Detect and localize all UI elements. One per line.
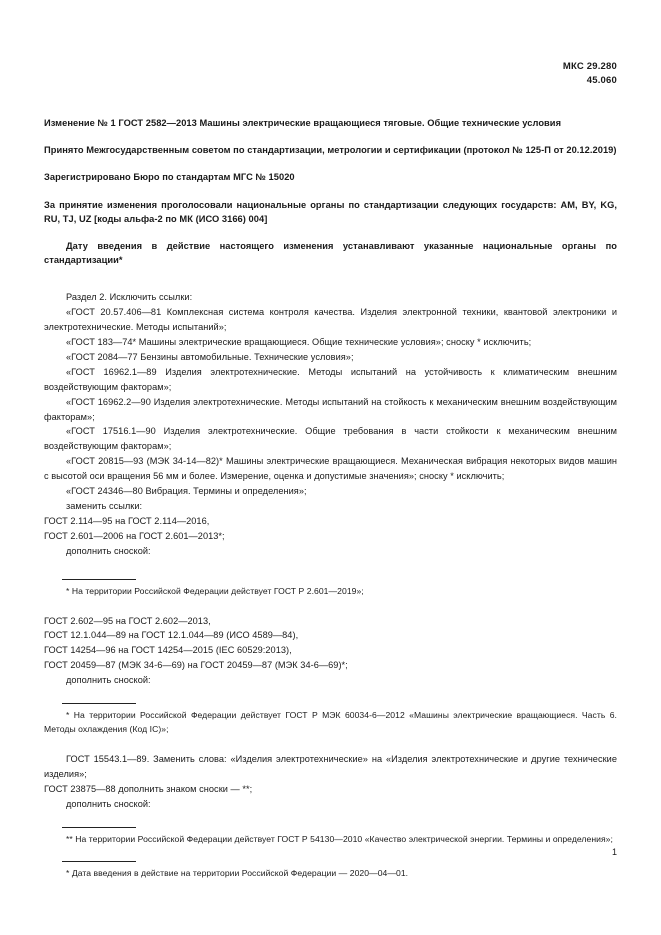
add-footnote-lead: дополнить сноской: bbox=[66, 675, 151, 686]
page-number: 1 bbox=[611, 847, 617, 857]
footnote-text: ** На территории Российской Федерации действует ГОСТ Р 54130—2010 «Качество электрической энергии. Термины и определения»; bbox=[66, 833, 613, 844]
replacement-item: ГОСТ 2.601—2006 на ГОСТ 2.601—2013*; bbox=[44, 530, 225, 541]
voting-states-statement: За принятие изменения проголосовали национальные органы по стандартизации следующих государств: AM, BY, KG, RU, TJ, UZ [коды альфа-2 по МК (ИСО 3166) 004] bbox=[44, 199, 617, 225]
footnote-separator bbox=[62, 579, 136, 580]
reference-item: «ГОСТ 2084—77 Бензины автомобильные. Технические условия»; bbox=[66, 351, 354, 362]
footnote-block-2 bbox=[44, 703, 617, 737]
replace-lead: заменить ссылки: bbox=[66, 501, 143, 511]
registration-statement: Зарегистрировано Бюро по стандартам МГС № 15020 bbox=[44, 172, 295, 183]
footnote-text: * На территории Российской Федерации действует ГОСТ Р 2.601—2019»; bbox=[66, 585, 364, 596]
replacement-item: ГОСТ 2.602—95 на ГОСТ 2.602—2013, bbox=[44, 615, 211, 626]
adoption-statement: Принято Межгосударственным советом по стандартизации, метрологии и сертификации (протокол № 125-П от 20.12.2019) bbox=[44, 144, 617, 155]
footnote-separator bbox=[62, 703, 136, 704]
footnote-block-3 bbox=[44, 827, 617, 847]
reference-item: «ГОСТ 183—74* Машины электрические вращающиеся. Общие технические условия»; сноску * исключить; bbox=[66, 337, 532, 348]
reference-item: «ГОСТ 20815—93 (МЭК 34-14—82)* Машины электрические вращающиеся. Механическая вибрация некоторых видов машин с высотой оси вращения 56 мм и более. Измерение, оценка и допустимые значения»; сноску * исключить; bbox=[44, 456, 617, 482]
tail-line: ГОСТ 23875—88 дополнить знаком сноски — **; bbox=[44, 783, 253, 794]
footnote-text: * Дата введения в действие на территории Российской Федерации — 2020—04—01. bbox=[66, 868, 409, 879]
mks-code-line-1: МКС 29.280 bbox=[562, 61, 617, 72]
mks-code-line-2: 45.060 bbox=[586, 74, 617, 86]
reference-item: «ГОСТ 16962.2—90 Изделия электротехнические. Методы испытаний на стойкость к механическим внешним воздействующим факторам»; bbox=[44, 396, 617, 422]
replacement-item: ГОСТ 20459—87 (МЭК 34-6—69) на ГОСТ 20459—87 (МЭК 34-6—69)*; bbox=[44, 660, 348, 671]
footnote-separator bbox=[62, 861, 136, 862]
footnote-separator bbox=[62, 827, 136, 828]
effective-date-note: Дату введения в действие настоящего изменения устанавливают указанные национальные органы по стандартизации* bbox=[44, 240, 617, 266]
reference-item: «ГОСТ 16962.1—89 Изделия электротехнические. Методы испытаний на устойчивость к климатическим внешним воздействующим факторам»; bbox=[44, 366, 617, 392]
reference-item: «ГОСТ 24346—80 Вибрация. Термины и определения»; bbox=[66, 486, 307, 497]
footnote-text: * На территории Российской Федерации действует ГОСТ Р МЭК 60034-6—2012 «Машины электрические вращающиеся. Часть 6. Методы охлаждения (Код IC)»; bbox=[44, 710, 617, 734]
tail-line: дополнить сноской: bbox=[66, 798, 151, 809]
document-title: Изменение № 1 ГОСТ 2582—2013 Машины электрические вращающиеся тяговые. Общие технические условия bbox=[44, 117, 562, 128]
replacement-item: ГОСТ 12.1.044—89 на ГОСТ 12.1.044—89 (ИСО 4589—84), bbox=[44, 630, 299, 641]
replacement-list-2 bbox=[44, 614, 617, 689]
amendment-body bbox=[44, 290, 617, 558]
footnote-block-4 bbox=[44, 861, 617, 881]
amendment-tail bbox=[44, 752, 617, 812]
add-footnote-lead: дополнить сноской: bbox=[66, 545, 151, 556]
replacement-item: ГОСТ 14254—96 на ГОСТ 14254—2015 (IEC 60529:2013), bbox=[44, 645, 292, 656]
replacement-item: ГОСТ 2.114—95 на ГОСТ 2.114—2016, bbox=[44, 515, 210, 526]
section-lead: Раздел 2. Исключить ссылки: bbox=[66, 292, 193, 303]
mks-code-block bbox=[44, 60, 617, 88]
reference-item: «ГОСТ 20.57.406—81 Комплексная система контроля качества. Изделия электронной техники, квантовой электроники и электротехнические. Методы испытаний»; bbox=[44, 307, 617, 333]
tail-line: ГОСТ 15543.1—89. Заменить слова: «Изделия электротехнические» на «Изделия электротехнические и другие технические изделия»; bbox=[44, 753, 617, 779]
reference-item: «ГОСТ 17516.1—90 Изделия электротехнические. Общие требования в части стойкости к механическим внешним воздействующим факторам»; bbox=[44, 426, 617, 452]
footnote-block-1 bbox=[44, 579, 617, 599]
